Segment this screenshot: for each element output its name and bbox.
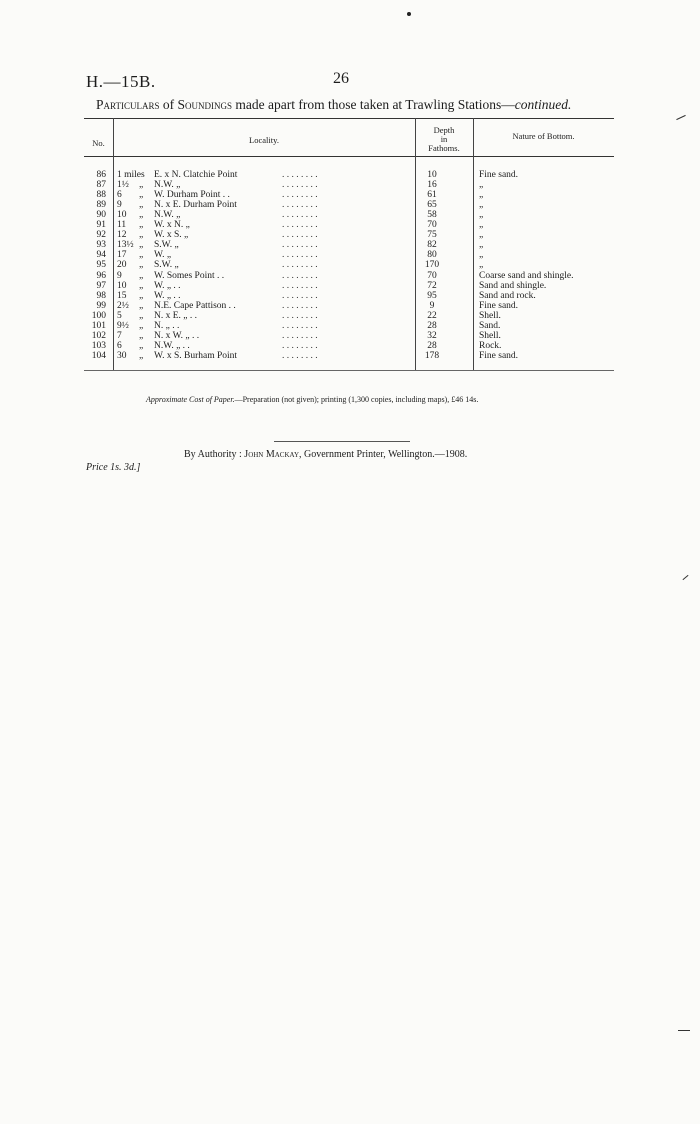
cell-unit-ditto: „	[139, 200, 144, 211]
depth-header-line-2: in	[440, 134, 448, 144]
cell-bottom-nature: Sand.	[479, 320, 501, 331]
cell-number: 101	[91, 320, 106, 331]
table-row	[84, 301, 614, 311]
cell-direction: N.W. „ . .	[154, 340, 190, 351]
cell-bottom-nature: „	[479, 200, 484, 211]
cell-depth: 61	[427, 190, 437, 201]
cell-distance: 15	[117, 290, 127, 301]
cell-leader-dots: . . . . . . . .	[282, 290, 318, 301]
cell-direction: S.W. „	[154, 240, 179, 251]
cell-distance: 7	[117, 330, 122, 341]
cell-leader-dots: . . . . . . . .	[282, 180, 318, 191]
column-header-no: No.	[92, 138, 105, 148]
cell-distance: 17	[117, 250, 127, 261]
cell-direction: W. x S. „	[154, 230, 189, 241]
table-row	[84, 200, 614, 210]
table-row	[84, 271, 614, 281]
footnote-text: —Preparation (not given); printing (1,300 copies, including maps), £46 14s.	[234, 395, 479, 404]
cell-depth: 170	[424, 260, 440, 271]
table-row	[84, 220, 614, 230]
cell-distance: 2½	[117, 300, 129, 311]
cell-direction: W. „ . .	[154, 280, 181, 291]
table-top-rule	[84, 118, 614, 119]
cell-bottom-nature: „	[479, 250, 484, 261]
cell-unit-ditto: „	[139, 280, 144, 291]
cell-leader-dots: . . . . . . . .	[282, 340, 318, 351]
cell-leader-dots: . . . . . . . .	[282, 190, 318, 201]
scan-dash-mark	[678, 1030, 690, 1031]
cell-number: 90	[96, 210, 106, 221]
cell-direction: S.W. „	[154, 260, 179, 271]
cell-unit-ditto: „	[139, 260, 144, 271]
cell-distance: 13½	[117, 240, 134, 251]
cell-distance: 30	[117, 350, 127, 361]
authority-suffix: , Government Printer, Wellington.—1908.	[299, 449, 468, 460]
cell-number: 103	[91, 340, 106, 351]
column-header-bottom: Nature of Bottom.	[512, 131, 575, 141]
cell-direction: E. x N. Clatchie Point	[154, 170, 238, 180]
cell-direction: N.E. Cape Pattison . .	[154, 300, 236, 311]
scan-tick-mark-2	[682, 575, 688, 580]
table-row	[84, 281, 614, 291]
price-note: Price 1s. 3d.]	[86, 462, 141, 473]
cell-unit-ditto: „	[139, 320, 144, 331]
authority-rule	[274, 441, 410, 442]
cell-number: 95	[96, 260, 106, 271]
cost-footnote	[146, 395, 478, 404]
cell-leader-dots: . . . . . . . .	[282, 310, 318, 321]
cell-depth: 22	[427, 310, 437, 321]
cell-number: 97	[96, 280, 106, 291]
table-row	[84, 351, 614, 361]
cell-depth: 65	[427, 200, 437, 211]
table-row	[84, 311, 614, 321]
cell-unit-ditto: „	[139, 180, 144, 191]
cell-direction: N. „ . .	[154, 320, 180, 331]
cell-bottom-nature: Shell.	[479, 330, 501, 341]
depth-header-line-1: Depth	[433, 125, 455, 135]
cell-direction: N. x E. „ . .	[154, 310, 198, 321]
cell-bottom-nature: Coarse sand and shingle.	[479, 270, 574, 281]
cell-bottom-nature: „	[479, 230, 484, 241]
table-row	[84, 210, 614, 220]
cell-bottom-nature: „	[479, 240, 484, 251]
cell-leader-dots: . . . . . . . .	[282, 210, 318, 221]
cell-distance: 1½	[117, 180, 129, 191]
cell-direction: W. „	[154, 250, 172, 261]
cell-leader-dots: . . . . . . . .	[282, 240, 318, 251]
cell-bottom-nature: Fine sand.	[479, 350, 519, 361]
cell-number: 104	[91, 350, 106, 361]
cell-bottom-nature: Shell.	[479, 310, 501, 321]
title-middle: made apart from those taken at Trawling Stations—	[235, 97, 515, 112]
cell-number: 102	[91, 330, 106, 341]
cell-unit-ditto: „	[139, 240, 144, 251]
cell-depth: 72	[427, 280, 437, 291]
cell-distance: 20	[117, 260, 127, 271]
column-header-locality: Locality.	[249, 135, 279, 145]
cell-depth: 70	[427, 220, 437, 231]
cell-distance: 9	[117, 200, 122, 211]
cell-depth: 95	[427, 290, 437, 301]
cell-bottom-nature: „	[479, 220, 484, 231]
page-number: 26	[333, 70, 349, 87]
cell-number: 86	[96, 170, 106, 180]
cell-leader-dots: . . . . . . . .	[282, 200, 318, 211]
table-row	[84, 190, 614, 200]
cell-unit-ditto: „	[139, 290, 144, 301]
cell-distance: 5	[117, 310, 122, 321]
cell-depth: 80	[427, 250, 437, 261]
cell-leader-dots: . . . . . . . .	[282, 280, 318, 291]
cell-depth: 32	[427, 330, 437, 341]
cell-number: 91	[96, 220, 106, 231]
table-row	[84, 240, 614, 250]
cell-leader-dots: . . . . . . . .	[282, 170, 318, 180]
cell-distance: 6	[117, 340, 122, 351]
cell-direction: W. x N. „	[154, 220, 190, 231]
cell-number: 88	[96, 190, 106, 201]
cell-distance: 10	[117, 210, 127, 221]
cell-unit-ditto: „	[139, 190, 144, 201]
cell-number: 99	[96, 300, 106, 311]
cell-leader-dots: . . . . . . . .	[282, 250, 318, 261]
cell-distance: 12	[117, 230, 127, 241]
title-word-of: of	[162, 97, 175, 112]
column-header-depth	[415, 126, 473, 153]
cell-unit-ditto: „	[139, 300, 144, 311]
cell-number: 96	[96, 270, 106, 281]
cell-direction: N. x W. „ . .	[154, 330, 200, 341]
cell-number: 100	[91, 310, 106, 321]
table-bottom-rule	[84, 370, 614, 371]
cell-depth: 178	[424, 350, 440, 361]
cell-unit-ditto: „	[139, 250, 144, 261]
cell-leader-dots: . . . . . . . .	[282, 220, 318, 231]
cell-depth: 58	[427, 210, 437, 221]
depth-header-line-3: Fathoms.	[428, 143, 460, 153]
cell-distance: 9½	[117, 320, 129, 331]
cell-direction: W. x S. Burham Point	[154, 350, 238, 361]
cell-leader-dots: . . . . . . . .	[282, 320, 318, 331]
cell-depth: 10	[427, 170, 437, 180]
cell-number: 93	[96, 240, 106, 251]
authority-prefix: By Authority :	[184, 449, 242, 460]
cell-unit-ditto: „	[139, 270, 144, 281]
cell-bottom-nature: Rock.	[479, 340, 502, 351]
cell-number: 87	[96, 180, 106, 191]
table-row	[84, 291, 614, 301]
table-header-rule	[84, 156, 614, 157]
cell-leader-dots: . . . . . . . .	[282, 260, 318, 271]
table-row	[84, 321, 614, 331]
cell-direction: N.W. „	[154, 210, 181, 221]
cell-bottom-nature: „	[479, 190, 484, 201]
cell-bottom-nature: Fine sand.	[479, 170, 519, 180]
printer-authority	[184, 449, 467, 460]
cell-unit-ditto: „	[139, 210, 144, 221]
cell-unit-ditto: „	[139, 310, 144, 321]
cell-direction: N. x E. Durham Point	[154, 200, 237, 211]
table-row	[84, 230, 614, 240]
cell-number: 94	[96, 250, 106, 261]
cell-distance: 9	[117, 270, 122, 281]
table-row	[84, 331, 614, 341]
table-row	[84, 170, 614, 180]
table-row	[84, 250, 614, 260]
cell-bottom-nature: Sand and shingle.	[479, 280, 547, 291]
cell-bottom-nature: „	[479, 210, 484, 221]
scan-dot-mark	[407, 12, 411, 16]
cell-unit-ditto: „	[139, 330, 144, 341]
cell-bottom-nature: „	[479, 260, 484, 271]
cell-number: 98	[96, 290, 106, 301]
cell-direction: W. „ . .	[154, 290, 181, 301]
cell-number: 92	[96, 230, 106, 241]
title-continued: continued.	[514, 97, 572, 112]
cell-number: 89	[96, 200, 106, 211]
cell-leader-dots: . . . . . . . .	[282, 300, 318, 311]
cell-leader-dots: . . . . . . . .	[282, 230, 318, 241]
cell-depth: 28	[427, 320, 437, 331]
cell-distance: 11	[117, 220, 127, 231]
title-word-soundings: Soundings	[177, 97, 232, 112]
title-word-particulars: Particulars	[96, 97, 160, 112]
table-row	[84, 260, 614, 270]
cell-direction: N.W. „	[154, 180, 181, 191]
cell-depth: 70	[427, 270, 437, 281]
cell-depth: 9	[429, 300, 435, 311]
footnote-label: Approximate Cost of Paper.	[146, 395, 235, 404]
cell-leader-dots: . . . . . . . .	[282, 330, 318, 341]
scan-tick-mark	[676, 115, 685, 120]
cell-unit-ditto: „	[139, 220, 144, 231]
cell-leader-dots: . . . . . . . .	[282, 270, 318, 281]
table-row	[84, 180, 614, 190]
cell-distance: 6	[117, 190, 122, 201]
cell-direction: W. Somes Point . .	[154, 270, 225, 281]
table-row	[84, 341, 614, 351]
cell-unit-ditto: „	[139, 350, 144, 361]
cell-depth: 75	[427, 230, 437, 241]
cell-depth: 28	[427, 340, 437, 351]
table-title	[96, 97, 571, 113]
cell-bottom-nature: „	[479, 180, 484, 191]
cell-unit-ditto: „	[139, 230, 144, 241]
cell-depth: 82	[427, 240, 437, 251]
document-code: H.—15B.	[86, 72, 156, 91]
cell-bottom-nature: Sand and rock.	[479, 290, 536, 301]
cell-leader-dots: . . . . . . . .	[282, 350, 318, 361]
cell-depth: 16	[427, 180, 437, 191]
cell-unit-ditto: „	[139, 340, 144, 351]
printer-name: John Mackay	[244, 449, 299, 460]
cell-bottom-nature: Fine sand.	[479, 300, 519, 311]
cell-distance: 1 miles	[117, 170, 145, 180]
cell-direction: W. Durham Point . .	[154, 190, 230, 201]
cell-distance: 10	[117, 280, 127, 291]
